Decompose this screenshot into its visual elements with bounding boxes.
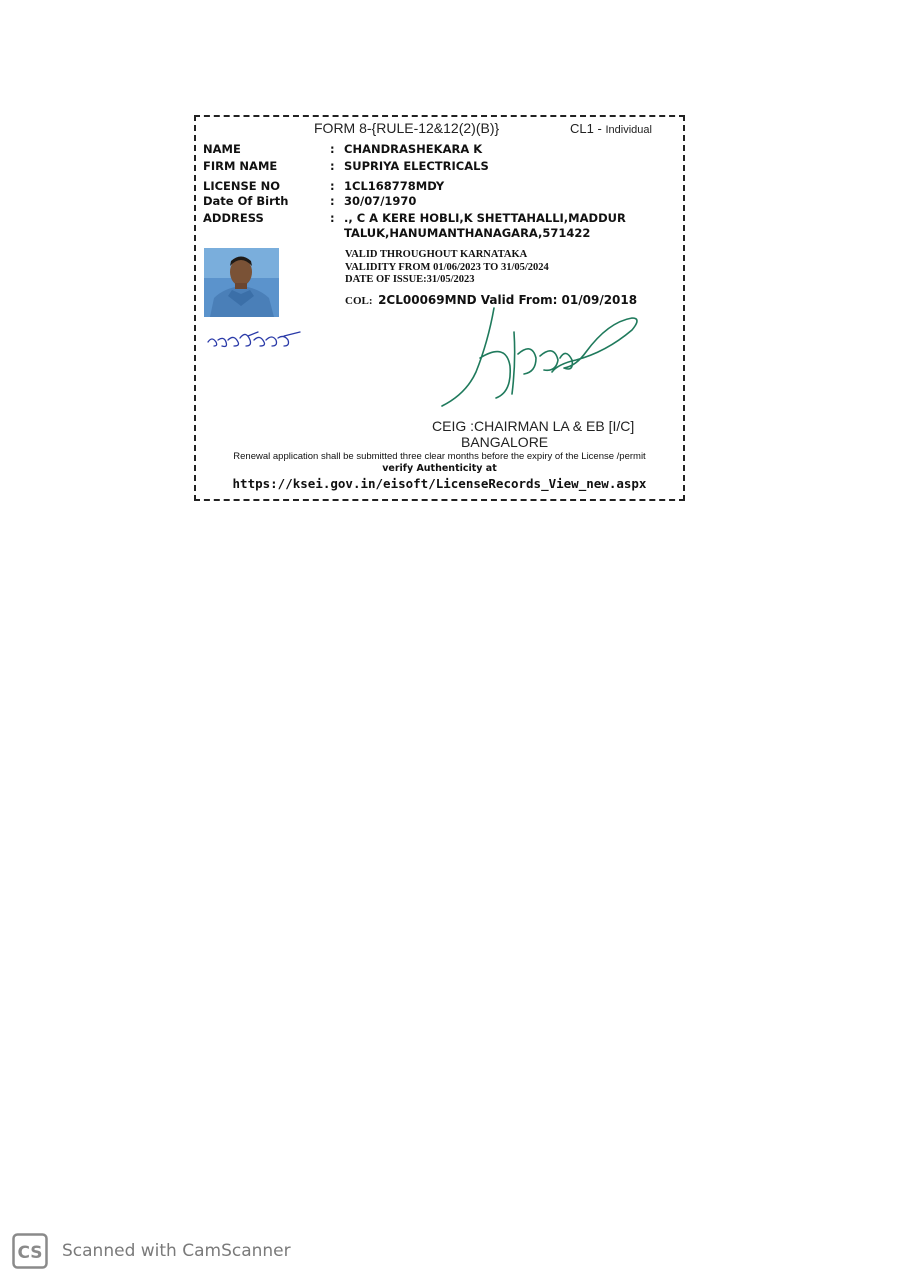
renewal-note: Renewal application shall be submitted three clear months before the expiry of the License /permit [233,451,646,462]
holder-photo [204,248,279,317]
verify-label: verify Authenticity at [382,463,497,474]
validity-region: VALID THROUGHOUT KARNATAKA [345,249,528,260]
holder-signature [204,324,304,354]
issue-date: DATE OF ISSUE:31/05/2023 [345,274,475,285]
class-type: Individual [605,124,652,136]
license-card [194,115,685,501]
name-label: NAME [203,142,241,156]
address-line-2: TALUK,HANUMANTHANAGARA,571422 [344,226,591,240]
address-line-1: ., C A KERE HOBLI,K SHETTAHALLI,MADDUR [344,211,626,225]
license-no-colon: : [330,179,335,193]
validity-period: VALIDITY FROM 01/06/2023 TO 31/05/2024 [345,261,549,273]
verify-url-link[interactable]: https://ksei.gov.in/eisoft/LicenseRecords_View_new.aspx [232,476,647,491]
name-value: CHANDRASHEKARA K [344,142,483,156]
officer-signature [436,302,646,412]
dob-value: 30/07/1970 [344,194,417,208]
address-label: ADDRESS [203,211,264,225]
col-value: 2CL00069MND Valid From: 01/09/2018 [378,293,638,307]
license-no-value: 1CL168778MDY [344,179,445,193]
class-code: CL1 [570,121,594,136]
validity-block [345,249,549,287]
col-label: COL: [345,295,373,307]
authority-city: BANGALORE [461,434,549,450]
camscanner-text: Scanned with CamScanner [62,1241,291,1261]
firm-name-value: SUPRIYA ELECTRICALS [344,159,489,173]
dob-label: Date Of Birth [203,194,289,208]
camscanner-footer [12,1233,291,1269]
dob-colon: : [330,194,335,208]
license-no-label: LICENSE NO [203,179,281,193]
license-class [570,121,652,136]
authority-title: CEIG :CHAIRMAN LA & EB [I/C] [432,418,635,434]
person-photo-icon [204,248,279,317]
svg-text:CS: CS [17,1243,43,1263]
address-value [344,211,626,241]
form-title: FORM 8-{RULE-12&12(2)(B)} [314,120,500,136]
authority-block [432,418,634,450]
class-separator: - [597,121,602,136]
firm-name-colon: : [330,159,335,173]
camscanner-logo-icon [12,1233,48,1269]
address-colon: : [330,211,335,225]
name-colon: : [330,142,335,156]
firm-name-label: FIRM NAME [203,159,278,173]
